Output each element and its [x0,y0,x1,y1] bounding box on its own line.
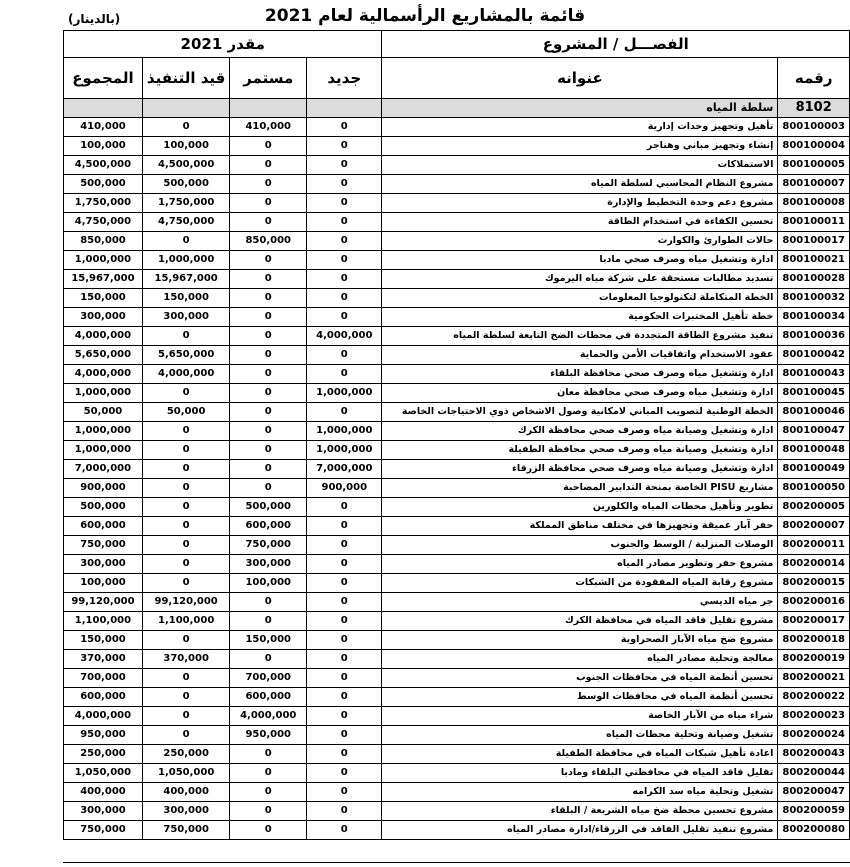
row-execution: 1,000,000 [142,251,229,270]
row-execution: 4,500,000 [142,156,229,175]
row-continuing: 0 [230,365,307,384]
row-continuing: 600,000 [230,517,307,536]
row-title: تأهيل وتجهيز وحدات إدارية [382,118,778,137]
table-row [64,137,850,156]
table-row [64,422,850,441]
table-row [64,802,850,821]
row-number: 800200043 [778,745,850,764]
table-row [64,707,850,726]
row-total: 700,000 [64,669,143,688]
row-number: 800200059 [778,802,850,821]
row-continuing: 0 [230,175,307,194]
projects-table [63,30,850,840]
row-execution: 0 [142,422,229,441]
table-row [64,612,850,631]
row-title: تشغيل وتحلية مياه سد الكرامه [382,783,778,802]
section-row [64,99,850,118]
row-execution: 250,000 [142,745,229,764]
row-number: 800100028 [778,270,850,289]
row-number: 800100045 [778,384,850,403]
row-new: 1,000,000 [307,441,382,460]
row-total: 50,000 [64,403,143,422]
row-execution: 500,000 [142,175,229,194]
row-total: 4,000,000 [64,707,143,726]
row-new: 0 [307,213,382,232]
row-total: 150,000 [64,631,143,650]
table-row [64,194,850,213]
row-number: 800200024 [778,726,850,745]
row-total: 600,000 [64,517,143,536]
row-new: 4,000,000 [307,327,382,346]
row-new: 0 [307,403,382,422]
row-number: 800100011 [778,213,850,232]
row-new: 0 [307,688,382,707]
row-number: 800200015 [778,574,850,593]
row-continuing: 0 [230,194,307,213]
row-continuing: 0 [230,308,307,327]
row-execution: 1,050,000 [142,764,229,783]
row-number: 800100021 [778,251,850,270]
row-number: 800100034 [778,308,850,327]
row-total: 1,100,000 [64,612,143,631]
table-row [64,821,850,840]
row-total: 4,000,000 [64,327,143,346]
table-row [64,156,850,175]
table-row [64,764,850,783]
row-continuing: 0 [230,251,307,270]
row-new: 0 [307,669,382,688]
col-number-header: رقمه [778,58,850,99]
row-total: 300,000 [64,802,143,821]
row-title: ادارة وتشغيل مياه وصرف صحي مادبا [382,251,778,270]
row-total: 100,000 [64,137,143,156]
row-new: 0 [307,802,382,821]
table-row [64,479,850,498]
table-row [64,574,850,593]
row-total: 500,000 [64,175,143,194]
row-total: 1,000,000 [64,422,143,441]
row-execution: 1,750,000 [142,194,229,213]
row-continuing: 750,000 [230,536,307,555]
row-number: 800200019 [778,650,850,669]
row-new: 1,000,000 [307,384,382,403]
table-row [64,289,850,308]
row-title: حالات الطوارئ والكوارث [382,232,778,251]
row-title: ادارة وتشغيل مياه وصرف صحي محافظة البلقاء [382,365,778,384]
row-execution: 50,000 [142,403,229,422]
row-new: 0 [307,707,382,726]
row-total: 750,000 [64,536,143,555]
row-continuing: 0 [230,783,307,802]
row-execution: 750,000 [142,821,229,840]
table-row [64,498,850,517]
row-total: 950,000 [64,726,143,745]
row-continuing: 0 [230,612,307,631]
col-total-header: المجموع [64,58,143,99]
section-code: 8102 [778,99,850,118]
row-new: 7,000,000 [307,460,382,479]
row-total: 4,750,000 [64,213,143,232]
row-total: 250,000 [64,745,143,764]
row-continuing: 0 [230,764,307,783]
row-execution: 0 [142,517,229,536]
row-total: 410,000 [64,118,143,137]
row-new: 0 [307,365,382,384]
table-row [64,346,850,365]
row-total: 1,000,000 [64,251,143,270]
row-execution: 4,000,000 [142,365,229,384]
row-title: تطوير وتأهيل محطات المياه والكلورين [382,498,778,517]
row-execution: 100,000 [142,137,229,156]
row-title: عقود الاستخدام واتفاقيات الأمن والحماية [382,346,778,365]
row-new: 0 [307,783,382,802]
table-row [64,232,850,251]
row-title: مشروع تنفيذ تقليل الفاقد في الزرقاء/ادارة مصادر المياه [382,821,778,840]
row-execution: 300,000 [142,802,229,821]
row-title: تحسين أنظمة المياه في محافظات الجنوب [382,669,778,688]
row-new: 0 [307,156,382,175]
row-continuing: 0 [230,479,307,498]
row-total: 5,650,000 [64,346,143,365]
row-continuing: 150,000 [230,631,307,650]
row-number: 800100017 [778,232,850,251]
table-row [64,783,850,802]
row-execution: 0 [142,707,229,726]
row-number: 800200011 [778,536,850,555]
row-execution: 99,120,000 [142,593,229,612]
row-title: مشروع النظام المحاسبي لسلطة المياه [382,175,778,194]
row-title: ادارة وتشغيل وصيانة مياه وصرف صحي محافظة الطفيلة [382,441,778,460]
table-row [64,251,850,270]
row-total: 500,000 [64,498,143,517]
row-new: 0 [307,251,382,270]
row-new: 0 [307,498,382,517]
row-execution: 0 [142,726,229,745]
row-number: 800100043 [778,365,850,384]
row-total: 300,000 [64,555,143,574]
row-new: 0 [307,555,382,574]
row-total: 100,000 [64,574,143,593]
row-execution: 4,750,000 [142,213,229,232]
row-title: تحسين الكفاءة في استخدام الطاقة [382,213,778,232]
table-row [64,365,850,384]
row-continuing: 850,000 [230,232,307,251]
row-new: 0 [307,289,382,308]
row-title: ادارة وتشغيل وصيانة مياه وصرف صحي محافظة الكرك [382,422,778,441]
row-new: 900,000 [307,479,382,498]
row-new: 0 [307,726,382,745]
col-new-header: جديد [307,58,382,99]
row-title: تشغيل وصيانة وتحلية محطات المياه [382,726,778,745]
table-row [64,175,850,194]
row-number: 800100008 [778,194,850,213]
row-execution: 300,000 [142,308,229,327]
table-row [64,650,850,669]
row-new: 0 [307,270,382,289]
row-continuing: 0 [230,593,307,612]
row-execution: 0 [142,498,229,517]
row-title: مشروع ضخ مياه الآبار الصحراوية [382,631,778,650]
row-new: 0 [307,194,382,213]
section-empty-cell [307,99,382,118]
row-continuing: 300,000 [230,555,307,574]
row-continuing: 0 [230,802,307,821]
table-row [64,517,850,536]
row-new: 0 [307,574,382,593]
row-continuing: 0 [230,403,307,422]
row-execution: 0 [142,327,229,346]
section-empty-cell [64,99,143,118]
amount-group-header: مقدر 2021 [64,31,382,58]
row-continuing: 0 [230,137,307,156]
row-title: تسديد مطالبات مستحقة على شركة مياه اليرموك [382,270,778,289]
row-title: الاستملاكات [382,156,778,175]
row-execution: 0 [142,574,229,593]
row-execution: 0 [142,555,229,574]
row-total: 370,000 [64,650,143,669]
table-row [64,593,850,612]
row-continuing: 100,000 [230,574,307,593]
col-title-header: عنوانه [382,58,778,99]
row-total: 4,500,000 [64,156,143,175]
row-title: الوصلات المنزلية / الوسط والجنوب [382,536,778,555]
project-group-header: الفصـــل / المشروع [382,31,850,58]
row-execution: 370,000 [142,650,229,669]
row-total: 600,000 [64,688,143,707]
table-row [64,118,850,137]
row-title: الخطة المتكاملة لتكنولوجيا المعلومات [382,289,778,308]
row-execution: 1,100,000 [142,612,229,631]
row-continuing: 4,000,000 [230,707,307,726]
row-number: 800200014 [778,555,850,574]
row-execution: 0 [142,384,229,403]
row-number: 800100003 [778,118,850,137]
row-execution: 0 [142,118,229,137]
row-number: 800200016 [778,593,850,612]
row-continuing: 0 [230,821,307,840]
row-continuing: 0 [230,270,307,289]
row-new: 0 [307,821,382,840]
row-total: 750,000 [64,821,143,840]
row-new: 0 [307,517,382,536]
row-title: مشروع تقليل فاقد المياه في محافظة الكرك [382,612,778,631]
table-row [64,555,850,574]
row-new: 0 [307,137,382,156]
table-row [64,384,850,403]
row-number: 800200007 [778,517,850,536]
row-continuing: 950,000 [230,726,307,745]
row-new: 0 [307,536,382,555]
row-continuing: 0 [230,289,307,308]
row-title: خطة تأهيل المختبرات الحكومية [382,308,778,327]
table-row [64,403,850,422]
row-continuing: 0 [230,460,307,479]
row-continuing: 0 [230,422,307,441]
row-total: 300,000 [64,308,143,327]
bottom-rule [63,862,850,863]
row-title: مشروع دعم وحدة التخطيط والإدارة [382,194,778,213]
table-row [64,460,850,479]
table-row [64,441,850,460]
row-number: 800100007 [778,175,850,194]
row-new: 0 [307,612,382,631]
row-continuing: 700,000 [230,669,307,688]
row-total: 1,000,000 [64,441,143,460]
row-continuing: 0 [230,745,307,764]
section-empty-cell [142,99,229,118]
row-execution: 150,000 [142,289,229,308]
currency-note: (بالدينار) [68,12,121,26]
row-number: 800200080 [778,821,850,840]
row-title: تنفيذ مشروع الطاقة المتجددة في محطات الضخ التابعة لسلطة المياه [382,327,778,346]
row-title: حفر آبار عميقة وتجهيزها في مختلف مناطق المملكة [382,517,778,536]
row-total: 1,000,000 [64,384,143,403]
row-number: 800200047 [778,783,850,802]
row-title: معالجة وتحلية مصادر المياه [382,650,778,669]
row-total: 7,000,000 [64,460,143,479]
row-number: 800100050 [778,479,850,498]
table-row [64,327,850,346]
row-title: إنشاء وتجهيز مباني وهناجر [382,137,778,156]
row-new: 0 [307,175,382,194]
row-execution: 0 [142,232,229,251]
row-title: جر مياه الديسي [382,593,778,612]
row-execution: 0 [142,631,229,650]
row-continuing: 0 [230,346,307,365]
section-empty-cell [230,99,307,118]
row-title: مشاريع PISU الخاصة بمنحة التدابير المصاحبة [382,479,778,498]
page-title: قائمة بالمشاريع الرأسمالية لعام 2021 [264,6,586,26]
row-number: 800200021 [778,669,850,688]
row-number: 800100049 [778,460,850,479]
row-continuing: 600,000 [230,688,307,707]
row-new: 0 [307,118,382,137]
row-new: 0 [307,631,382,650]
row-new: 0 [307,346,382,365]
table-row [64,688,850,707]
row-execution: 15,967,000 [142,270,229,289]
row-title: شراء مياه من الآبار الخاصة [382,707,778,726]
row-number: 800100047 [778,422,850,441]
row-new: 0 [307,650,382,669]
row-total: 1,050,000 [64,764,143,783]
row-continuing: 500,000 [230,498,307,517]
row-total: 900,000 [64,479,143,498]
table-row [64,726,850,745]
row-execution: 0 [142,460,229,479]
row-total: 4,000,000 [64,365,143,384]
row-execution: 0 [142,536,229,555]
row-title: مشروع تحسين محطة ضخ مياه الشريعة / البلقاء [382,802,778,821]
row-total: 850,000 [64,232,143,251]
table-row [64,669,850,688]
row-new: 1,000,000 [307,422,382,441]
table-row [64,631,850,650]
row-number: 800100048 [778,441,850,460]
row-number: 800200005 [778,498,850,517]
row-new: 0 [307,745,382,764]
row-title: مشروع رقابة المياه المفقودة من الشبكات [382,574,778,593]
row-title: مشروع حفر وتطوير مصادر المياه [382,555,778,574]
row-continuing: 0 [230,650,307,669]
col-continuing-header: مستمر [230,58,307,99]
row-continuing: 0 [230,327,307,346]
row-number: 800200017 [778,612,850,631]
row-number: 800200044 [778,764,850,783]
row-title: ادارة وتشغيل مياه وصرف صحي محافظة معان [382,384,778,403]
row-continuing: 0 [230,441,307,460]
section-name: سلطة المياه [382,99,778,118]
row-new: 0 [307,232,382,251]
row-number: 800100042 [778,346,850,365]
row-execution: 0 [142,688,229,707]
row-total: 1,750,000 [64,194,143,213]
row-number: 800100046 [778,403,850,422]
table-row [64,745,850,764]
table-row [64,270,850,289]
row-new: 0 [307,308,382,327]
row-execution: 0 [142,479,229,498]
row-title: ادارة وتشغيل وصيانة مياه وصرف صحي محافظة الزرقاء [382,460,778,479]
row-execution: 0 [142,441,229,460]
row-title: تقليل فاقد المياه في محافظتي البلقاء ومادبا [382,764,778,783]
row-number: 800200022 [778,688,850,707]
row-execution: 0 [142,669,229,688]
header-row-groups [64,31,850,58]
row-new: 0 [307,593,382,612]
row-execution: 400,000 [142,783,229,802]
row-total: 150,000 [64,289,143,308]
row-total: 400,000 [64,783,143,802]
row-title: الخطة الوطنية لتصويب المباني لامكانية وصول الاشخاص ذوي الاحتياجات الخاصة [382,403,778,422]
table-row [64,308,850,327]
row-total: 99,120,000 [64,593,143,612]
row-continuing: 0 [230,384,307,403]
row-title: اعادة تأهيل شبكات المياه في محافظة الطفيلة [382,745,778,764]
row-continuing: 0 [230,156,307,175]
row-title: تحسين أنظمة المياه في محافظات الوسط [382,688,778,707]
row-number: 800100036 [778,327,850,346]
row-number: 800100005 [778,156,850,175]
row-continuing: 410,000 [230,118,307,137]
row-number: 800200018 [778,631,850,650]
row-number: 800200023 [778,707,850,726]
row-continuing: 0 [230,213,307,232]
row-execution: 5,650,000 [142,346,229,365]
header-row-columns [64,58,850,99]
row-total: 15,967,000 [64,270,143,289]
table-row [64,213,850,232]
row-new: 0 [307,764,382,783]
row-number: 800100032 [778,289,850,308]
col-execution-header: قيد التنفيذ [142,58,229,99]
table-row [64,536,850,555]
row-number: 800100004 [778,137,850,156]
